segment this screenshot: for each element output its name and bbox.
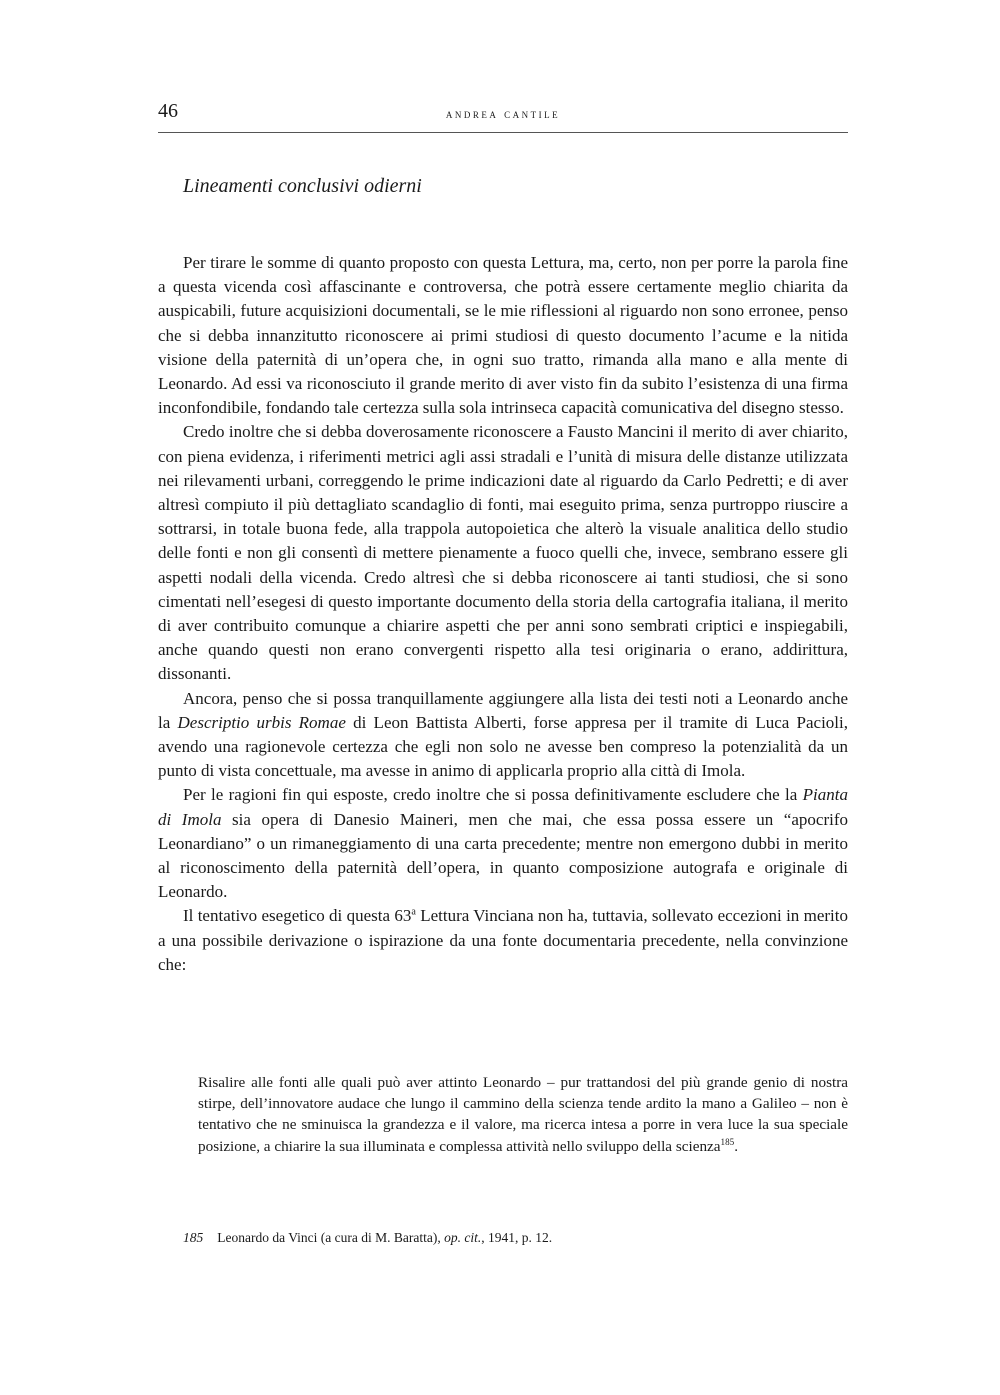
body-text: [158, 251, 848, 977]
section-title: Lineamenti conclusivi odierni: [183, 175, 422, 197]
paragraph-5: [158, 904, 848, 977]
footnote: [183, 1230, 848, 1246]
page-header: [158, 100, 848, 133]
paragraph-3-text-a: Ancora, penso che si possa tranquillamente aggiungere alla lista dei testi noti a Leonardo anche la: [158, 688, 848, 732]
footnote-reference: 185: [720, 1136, 735, 1147]
quotation-end: .: [734, 1137, 738, 1155]
paragraph-5-text-a: Il tentativo esegetico di questa 63: [183, 906, 412, 926]
paragraph-4: [158, 783, 848, 904]
quotation-text: Risalire alle fonti alle quali può aver attinto Leonardo – pur trattandosi del più grande genio di nostra stirpe, dell’innovatore audace che lungo il cammino della scienza tende ardito la mano a Galileo – non è tentativo che ne sminuisca la grandezza e il valore, ma ricerca intesa a porre in vera luce la sua speciale posizione, a chiarire la sua illuminata e complessa attività nello sviluppo della scienza: [198, 1074, 848, 1155]
paragraph-4-text-a: Per le ragioni fin qui esposte, credo inoltre che si possa definitivamente escludere che la: [183, 785, 803, 805]
paragraph-3: [158, 687, 848, 784]
running-head: andrea cantile: [445, 106, 561, 121]
page-number: 46: [158, 100, 178, 122]
paragraph-1: Per tirare le somme di quanto proposto con questa Lettura, ma, certo, non per porre la parola fine a questa vicenda così affascinante e controversa, che potrà essere certamente meglio chiarita da auspicabili, future acquisizioni documentali, se le mie riflessioni al riguardo non sono erronee, penso che si debba innanzitutto riconoscere ai primi studiosi di questo documento l’acume e la nitida visione della paternità di un’opera che, in ogni suo tratto, rimanda alla mano e alla mente di Leonardo. Ad essi va riconosciuto il grande merito di aver visto fin da subito l’esistenza di una firma inconfondibile, fondando tale certezza sulla sola intrinseca capacità comunicativa del disegno stesso.: [158, 253, 848, 418]
footnote-number: 185: [183, 1230, 204, 1245]
footnote-text-a: Leonardo da Vinci (a cura di M. Baratta),: [217, 1230, 445, 1245]
block-quotation: [198, 1072, 848, 1157]
paragraph-2: Credo inoltre che si debba doverosamente riconoscere a Fausto Mancini il merito di aver chiarito, con piena evidenza, i riferimenti metrici agli assi stradali e l’unità di misura delle distanze utilizzata nei rilevamenti urbani, correggendo le prime indicazioni date al riguardo da Carlo Pedretti; e di aver altresì compiuto il più dettagliato scandaglio di fonti, mai eseguito prima, senza purtroppo riuscire a sottrarsi, in totale buona fede, alla trappola autopoietica che alterò la visuale analitica dello studio delle fonti e non gli consentì di mettere pienamente a fuoco quelli che, invece, sembrano essere gli aspetti nodali della vicenda. Credo altresì che si debba riconoscere ai tanti studiosi, che si sono cimentati nell’esegesi di questo importante documento della storia della cartografia italiana, il merito di aver contribuito comunque a chiarire aspetti che per anni sono sembrati criptici e inspiegabili, anche quando questi non erano convergenti rispetto alla tesi originaria o erano, addirittura, dissonanti.: [158, 422, 848, 684]
paragraph-4-title-italic: Pianta di Imola: [158, 785, 848, 829]
ordinal-superscript: a: [411, 906, 416, 918]
paragraph-3-title-italic: Descriptio urbis Romae: [177, 712, 346, 732]
paragraph-5-text-b: Lettura Vinciana non ha, tuttavia, sollevato eccezioni in merito a una possibile derivazione o ispirazione da una fonte documentaria precedente, nella convinzione che:: [158, 906, 848, 974]
paragraph-3-text-b: di Leon Battista Alberti, forse appresa per il tramite di Luca Pacioli, avendo una ragionevole certezza che egli non solo ne avesse ben compreso la potenzialità da un punto di vista concettuale, ma avesse in animo di applicarla proprio alla città di Imola.: [158, 712, 848, 781]
paragraph-4-text-b: sia opera di Danesio Maineri, men che mai, che essa possa essere un “apocrifo Leonardiano” o un rimaneggiamento di una carta precedente; mentre non emergono dubbi in merito al riconoscimento della paternità dell’opera, in quanto composizione autografa e originale di Leonardo.: [158, 809, 848, 902]
footnote-text-b: , 1941, p. 12.: [481, 1230, 553, 1245]
footnote-italic: op. cit.: [444, 1230, 482, 1245]
